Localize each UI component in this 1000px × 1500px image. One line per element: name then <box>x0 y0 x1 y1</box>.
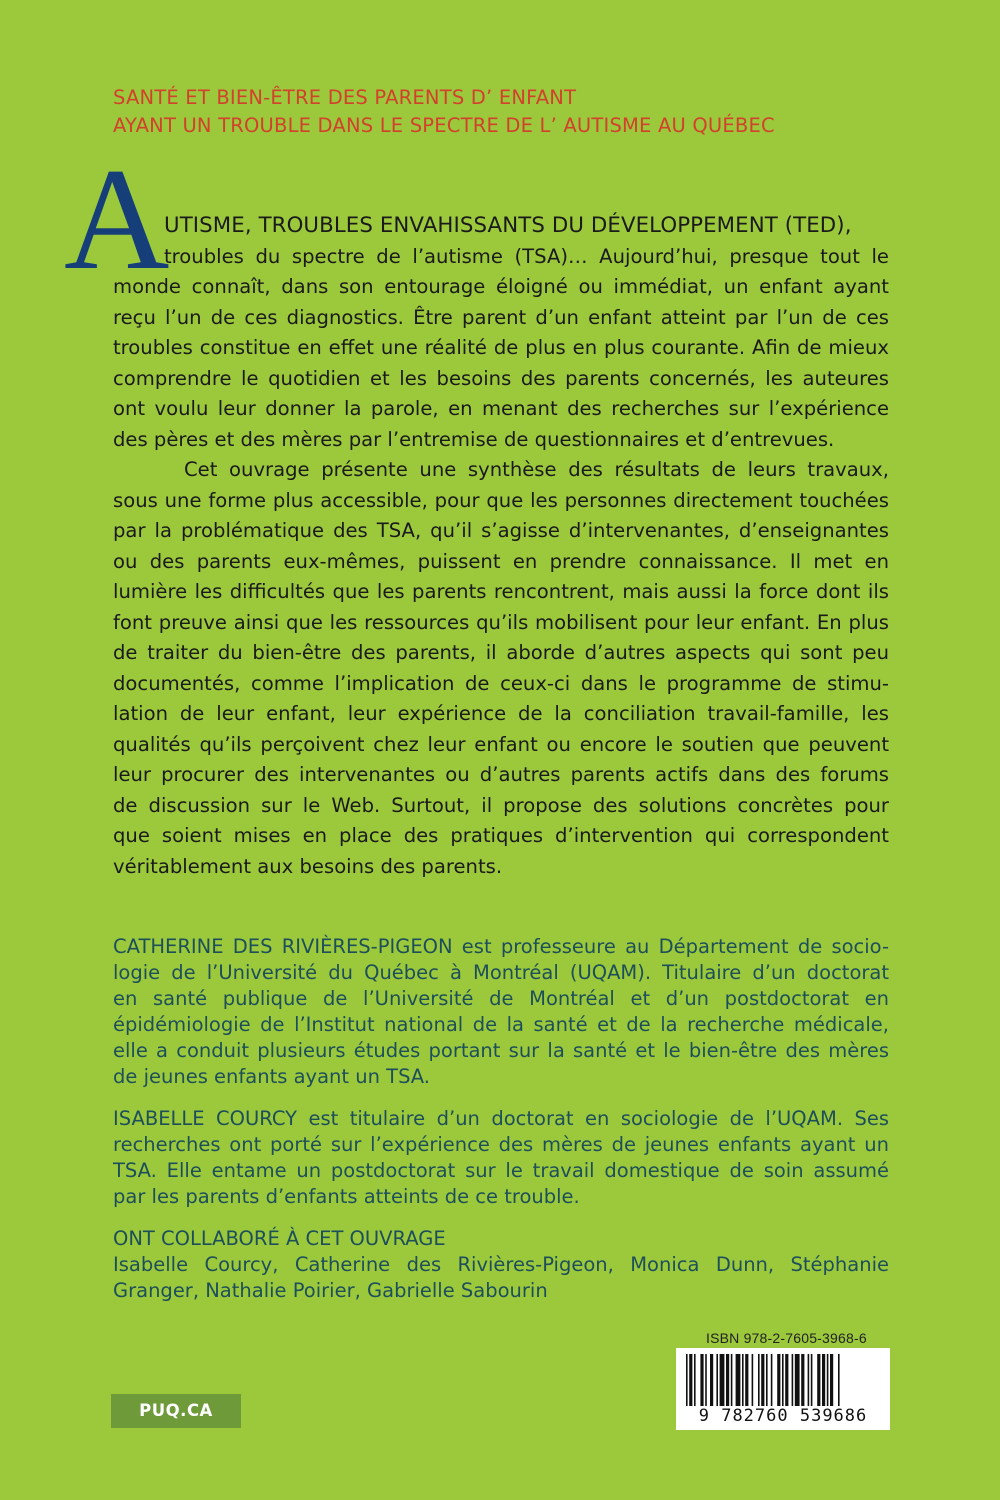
description-line: comprendre le quotidien et les besoins des parents concernés, les auteures <box>113 366 889 390</box>
description-line: véritablement aux besoins des parents. <box>113 854 503 878</box>
description-line: de traiter du bien-être des parents, il aborde d’autres aspects qui sont peu <box>113 641 889 664</box>
bio-line: recherches ont porté sur l’expérience des mères de jeunes enfants ayant un <box>113 1133 889 1156</box>
publisher-logo: PUQ.CA <box>111 1394 241 1428</box>
description-line: leur procurer des intervenantes ou d’autres parents actifs dans des forums <box>113 763 889 786</box>
description-line: ou des parents eux-mêmes, puissent en prendre connaissance. Il met en <box>113 549 889 573</box>
bio-line: en santé publique de l’Université de Montréal et d’un postdoctorat en <box>113 987 889 1010</box>
bio-line: CATHERINE DES RIVIÈRES-PIGEON est professeure au Département de socio- <box>113 935 889 958</box>
bio-line: par les parents d’enfants atteints de ce trouble. <box>113 1185 580 1208</box>
description-line: ont voulu leur donner la parole, en menant des recherches sur l’expérience <box>113 397 889 420</box>
barcode <box>676 1348 890 1430</box>
series-title <box>113 84 913 140</box>
description-line: lation de leur enfant, leur expérience de la conciliation travail-famille, les <box>113 702 889 725</box>
description-line: troubles constitue en effet une réalité de plus en plus courante. Afin de mieux <box>113 336 889 359</box>
bio-line: épidémiologie de l’Institut national de la santé et de la recherche médicale, <box>113 1013 889 1036</box>
description-line: documentés, comme l’implication de ceux-ci dans le programme de stimu- <box>113 671 889 695</box>
description-line: Cet ouvrage présente une synthèse des résultats de leurs travaux, <box>184 458 889 481</box>
author-bios <box>113 934 889 1304</box>
bio-line: de jeunes enfants ayant un TSA. <box>113 1065 430 1088</box>
description-line: font preuve ainsi que les ressources qu’ils mobilisent pour leur enfant. En plus <box>113 610 889 634</box>
bio-line: logie de l’Université du Québec à Montréal (UQAM). Titulaire d’un doctorat <box>113 961 889 984</box>
bio-line: ISABELLE COURCY est titulaire d’un doctorat en sociologie de l’UQAM. Ses <box>113 1107 889 1130</box>
description-line: UTISME, TROUBLES ENVAHISSANTS DU DÉVELOPPEMENT (TED), <box>164 213 852 238</box>
description-line: sous une forme plus accessible, pour que les personnes directement touchées <box>113 488 889 512</box>
description-line: reçu l’un de ces diagnostics. Être parent d’un enfant atteint par l’un de ces <box>113 305 889 329</box>
description-line: de discussion sur le Web. Surtout, il propose des solutions concrètes pour <box>113 793 889 817</box>
isbn-label: ISBN 978-2-7605-3968-6 <box>706 1330 867 1346</box>
description-line: par la problématique des TSA, qu’il s’agisse d’intervenantes, d’enseignantes <box>113 519 889 542</box>
description-line: lumière les difficultés que les parents rencontrent, mais aussi la force dont ils <box>113 580 889 603</box>
collaborators-line: Isabelle Courcy, Catherine des Rivières-Pigeon, Monica Dunn, Stéphanie <box>113 1253 889 1276</box>
series-title-line-2: AYANT UN TROUBLE DANS LE SPECTRE DE L’ AUTISME AU QUÉBEC <box>113 114 775 137</box>
description-line: monde connaît, dans son entourage éloigné ou immédiat, un enfant ayant <box>113 275 889 298</box>
bio-line: TSA. Elle entame un postdoctorat sur le travail domestique de soin assumé <box>113 1159 889 1182</box>
series-title-line-1: SANTÉ ET BIEN-ÊTRE DES PARENTS D’ ENFANT <box>113 86 577 109</box>
drop-cap: A <box>64 138 170 300</box>
barcode-number: 9 782760 539686 <box>676 1406 890 1428</box>
description-line: des pères et des mères par l’entremise de questionnaires et d’entrevues. <box>113 427 835 451</box>
description-line: troubles du spectre de l’autisme (TSA)… Aujourd’hui, presque tout le <box>164 244 889 268</box>
book-description <box>113 211 889 882</box>
description-line: que soient mises en place des pratiques d’intervention qui correspondent <box>113 824 889 847</box>
bio-line: elle a conduit plusieurs études portant sur la santé et le bien-être des mères <box>113 1039 889 1062</box>
collaborators-heading: ONT COLLABORÉ À CET OUVRAGE <box>113 1227 446 1250</box>
collaborators-line: Granger, Nathalie Poirier, Gabrielle Sabourin <box>113 1279 548 1302</box>
description-line: qualités qu’ils perçoivent chez leur enfant ou encore le soutien que peuvent <box>113 732 889 756</box>
